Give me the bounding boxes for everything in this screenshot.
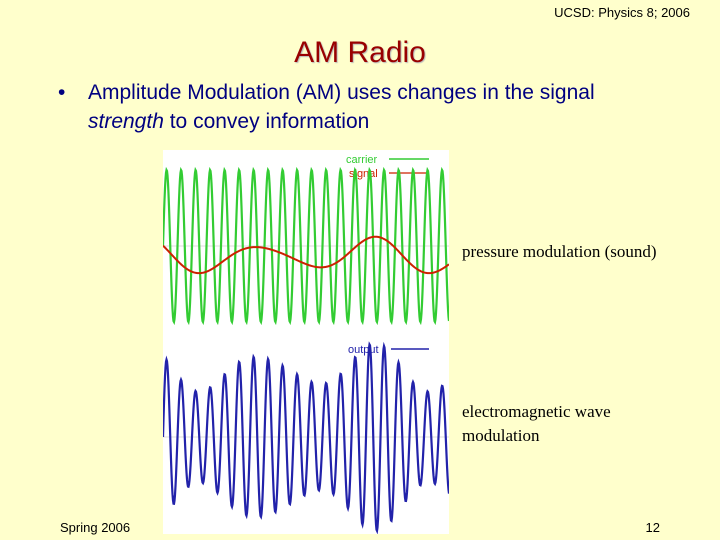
slide-number: 12 bbox=[645, 520, 660, 535]
caption-em-modulation: electromagnetic wave modulation bbox=[462, 402, 611, 445]
footer-date: Spring 2006 bbox=[60, 520, 131, 535]
slide-title: AM Radio bbox=[294, 36, 426, 69]
bullet-point bbox=[58, 78, 658, 136]
emphasis-text: strength bbox=[88, 110, 164, 133]
legend-carrier-label: carrier bbox=[346, 154, 378, 166]
course-header: UCSD: Physics 8; 2006 bbox=[554, 5, 690, 20]
bullet-text: Amplitude Modulation (AM) uses changes in the signal strength to convey information bbox=[88, 81, 595, 133]
bullet-icon: • bbox=[58, 81, 66, 104]
am-waveform-figure bbox=[163, 150, 449, 534]
caption-sound-modulation: pressure modulation (sound) bbox=[462, 242, 657, 261]
legend-signal-label: signal bbox=[349, 168, 378, 180]
legend-output-label: output bbox=[348, 344, 379, 356]
